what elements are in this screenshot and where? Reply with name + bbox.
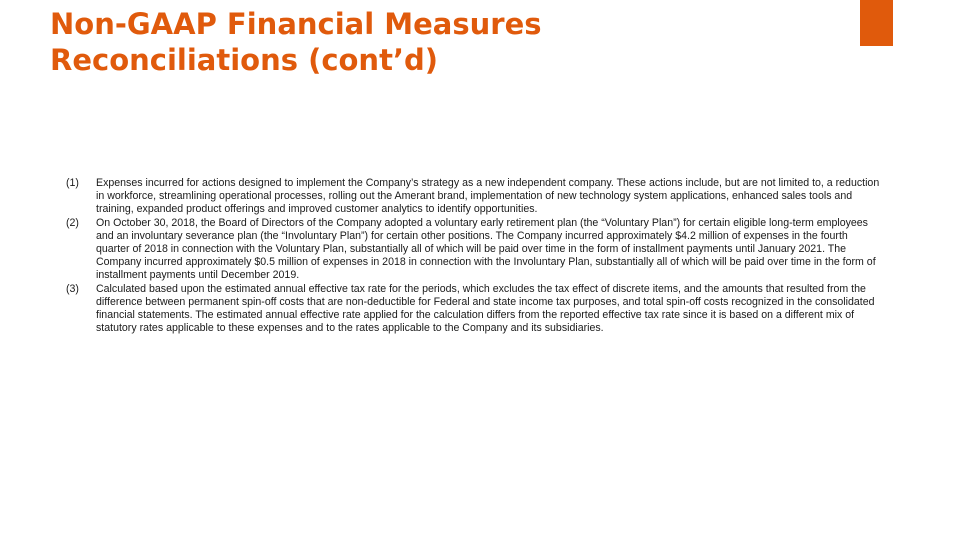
slide-title (50, 6, 542, 78)
footnote-2 (66, 217, 884, 283)
footnote-number: (1) (66, 177, 79, 189)
footnote-3 (66, 283, 884, 336)
orange-accent-block (860, 0, 893, 46)
footnote-number: (2) (66, 216, 79, 229)
footnote-text: Calculated based upon the estimated annual effective tax rate for the periods, which excludes the tax effect of discrete items, and the amounts that resulted from the difference between permanent spin-off costs that are non-deductible for Federal and state income tax purposes, and total spin-off costs recognized in the consolidated financial statements. The estimated annual effective rate applied for the calculation differs from the reported effective tax rate since it is based on a different mix of statutory rates applicable to these expenses and to the rates applicable to the Company and its subsidiaries. (96, 282, 875, 335)
slide-title-line-2: Reconciliations (cont’d) (50, 43, 438, 77)
footnote-text: Expenses incurred for actions designed to implement the Company’s strategy as a new independent company. These actions include, but are not limited to, a reduction in workforce, streamlining operational processes, rolling out the Amerant brand, implementation of new technology system applications, enhanced sales tools and training, expanded product offerings and improved customer analytics to identify opportunities. (96, 177, 880, 216)
footnote-number: (3) (66, 282, 79, 295)
footnote-text: On October 30, 2018, the Board of Directors of the Company adopted a voluntary early retirement plan (the “Voluntary Plan”) for certain eligible long-term employees and an involuntary severance plan (the “Involuntary Plan”) for certain other positions. The Company incurred approximately $4.2 million of expenses in the fourth quarter of 2018 in connection with the Voluntary Plan, substantially all of which will be paid over time in the form of installment payments until January 2021. The Company incurred approximately $0.5 million of expenses in 2018 in connection with the Involuntary Plan, substantially all of which will be paid over time in the form of installment payments until December 2019. (96, 216, 876, 282)
footnotes-list (66, 177, 884, 335)
footnote-1 (66, 177, 884, 217)
slide-title-line-1: Non-GAAP Financial Measures (50, 7, 542, 41)
